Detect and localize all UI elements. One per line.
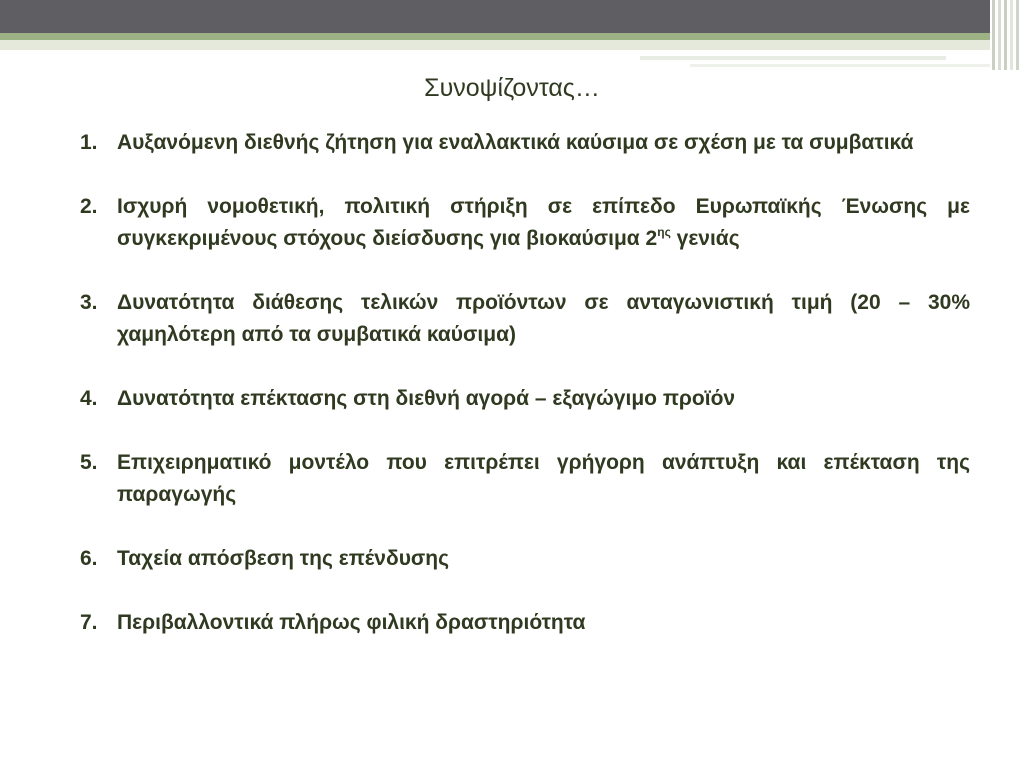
list-item-superscript: ης xyxy=(657,225,671,239)
slide-title: Συνοψίζοντας… xyxy=(424,74,600,102)
list-item-text: Δυνατότητα διάθεσης τελικών προϊόντων σε ανταγωνιστική τιμή (20 – 30% χαμηλότερη από τα συμβατικά καύσιμα) xyxy=(117,291,970,346)
header-band-dark xyxy=(0,0,1024,33)
list-item-text: Αυξανόμενη διεθνής ζήτηση για εναλλακτικά καύσιμα σε σχέση με τα συμβατικά xyxy=(117,131,914,154)
summary-list xyxy=(80,127,970,639)
header-band-light xyxy=(0,40,1024,50)
list-item xyxy=(80,127,970,159)
list-item xyxy=(80,447,970,511)
list-item-number: 1. xyxy=(80,131,98,154)
list-item-text: Δυνατότητα επέκτασης στη διεθνή αγορά – εξαγώγιμο προϊόν xyxy=(117,387,736,410)
list-item-text: Ταχεία απόσβεση της επένδυσης xyxy=(117,547,450,570)
header-accent-line-2 xyxy=(690,64,990,67)
list-item xyxy=(80,543,970,575)
list-item-number: 3. xyxy=(80,291,98,314)
list-item-text: Επιχειρηματικό μοντέλο που επιτρέπει γρήγορη ανάπτυξη και επέκταση της παραγωγής xyxy=(117,451,970,506)
header-band-green xyxy=(0,33,1024,40)
list-item-number: 2. xyxy=(80,195,98,218)
list-item xyxy=(80,607,970,639)
list-item-text-tail: γενιάς xyxy=(670,227,740,250)
list-item xyxy=(80,287,970,351)
list-item-number: 7. xyxy=(80,611,98,634)
list-item-number: 4. xyxy=(80,387,98,410)
list-item xyxy=(80,383,970,415)
list-item-text: Ισχυρή νομοθετική, πολιτική στήριξη σε επίπεδο Ευρωπαϊκής Ένωσης με συγκεκριμένους στόχους διείσδυσης για βιοκαύσιμα 2 xyxy=(117,195,970,250)
header-accent-line xyxy=(640,56,946,60)
list-item-text: Περιβαλλοντικά πλήρως φιλική δραστηριότητα xyxy=(117,611,586,634)
list-item-number: 6. xyxy=(80,547,98,570)
header-stripes xyxy=(990,0,1024,70)
list-item xyxy=(80,191,970,255)
list-item-number: 5. xyxy=(80,451,98,474)
